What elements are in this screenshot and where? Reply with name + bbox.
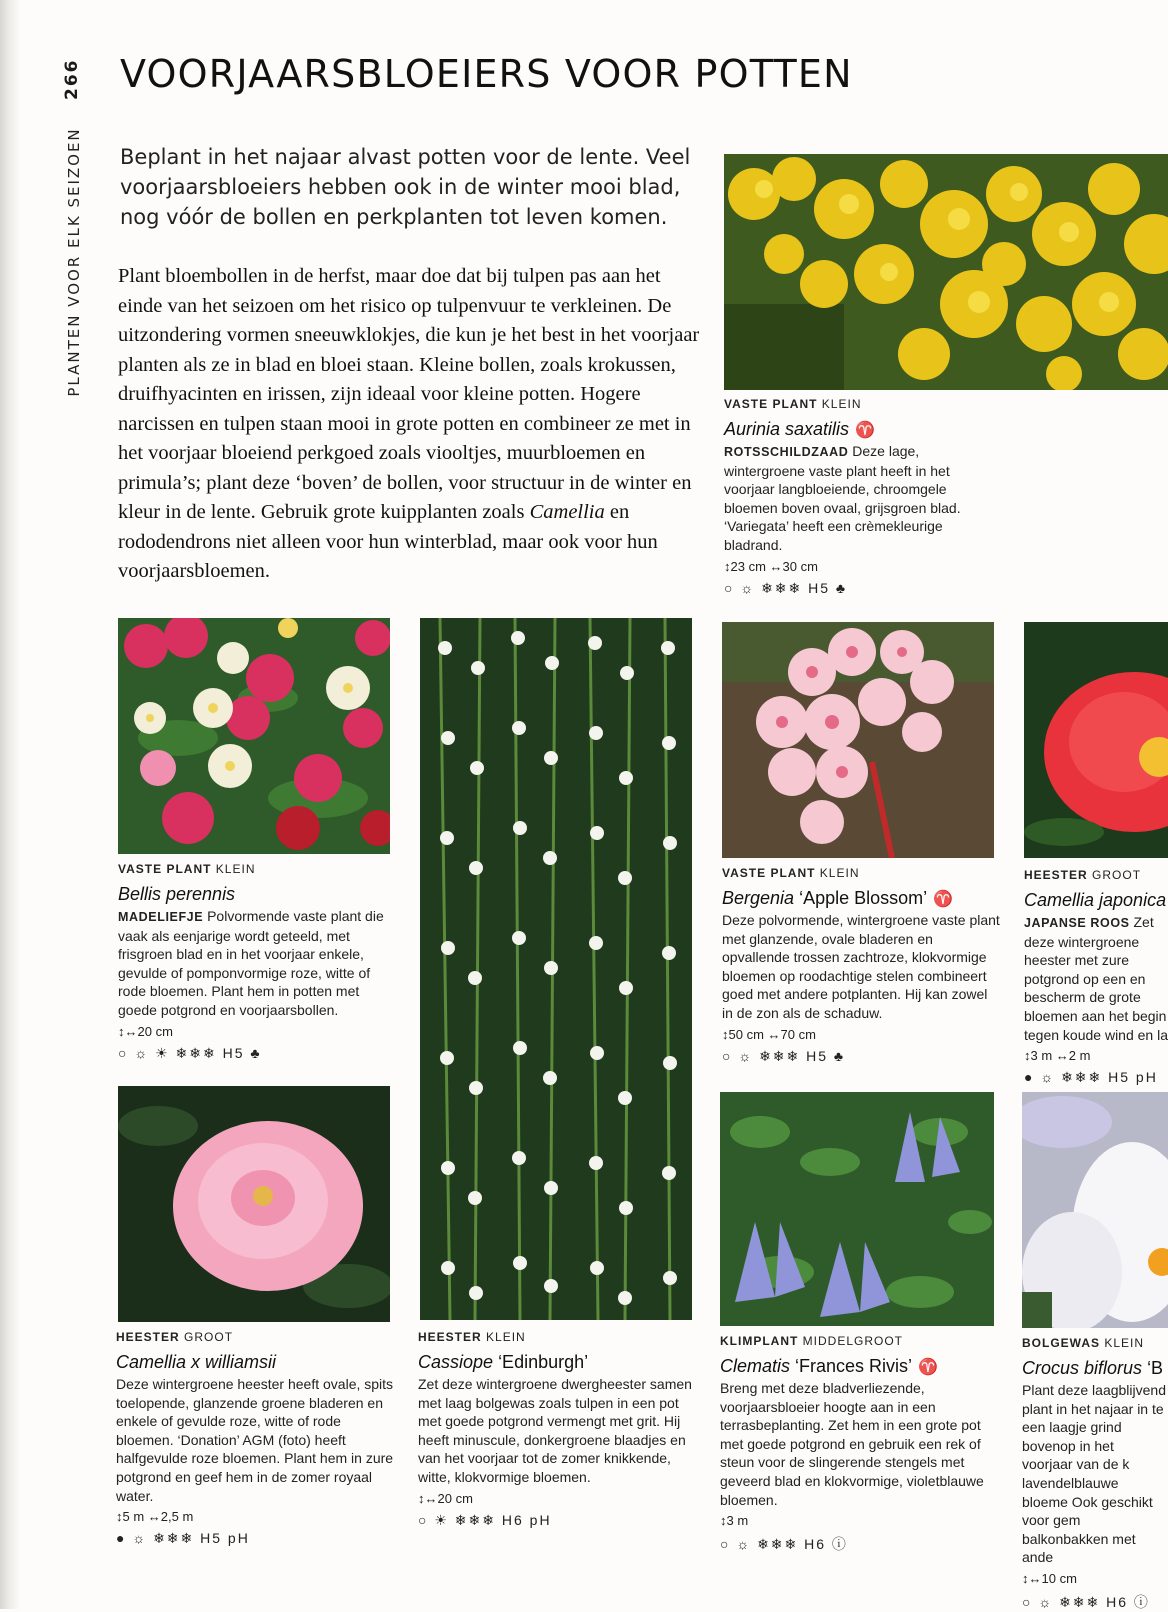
- caption-bergenia-apple-blossom: [722, 866, 1000, 1065]
- plant-type: BOLGEWAS KLEIN: [1022, 1336, 1145, 1350]
- plant-name: Aurinia saxatilis ♈: [724, 419, 875, 439]
- caption-bellis-perennis: [118, 862, 396, 1062]
- photo-aurinia-saxatilis: [724, 154, 1168, 390]
- agm-award-icon: ♈: [933, 891, 954, 908]
- plant-care-symbols: ○ ☼ ☀ ❄❄❄ H5 ♣: [118, 1044, 262, 1061]
- plant-type: HEESTER GROOT: [1024, 868, 1142, 882]
- caption-crocus-biflorus: [1022, 1336, 1168, 1612]
- caption-camellia-williamsii: [116, 1330, 394, 1547]
- body-text-part2: en rododendrons niet alleen voor hun winterblad, maar ook voor hun voorjaarsbloemen.: [118, 501, 658, 582]
- plant-description: MADELIEFJE Polvormende vaste plant die vaak als eenjarige wordt geteeld, met frisgroen blad en in het voorjaar enkele, gevulde of pomponvormige roze, witte of rode bloemen. Plant hem in potten met goede potgrond en voorjaarsbollen.: [118, 908, 384, 1018]
- plant-dimensions: ↕3 m ↔2 m: [1024, 1048, 1091, 1064]
- plant-description: Deze polvormende, wintergroene vaste plant met glanzende, ovale bladeren en opvallende trossen zachtroze, klokvormige bloemen op roodachtige stelen combineert goed met andere potplanten. Hij kan zowel in de zon als de schaduw.: [722, 912, 1000, 1021]
- caption-clematis-frances-rivis: [720, 1334, 998, 1554]
- plant-description: ROTSSCHILDZAAD Deze lage, wintergroene vaste plant heeft in het voorjaar langbloeiende, chroomgele bloemen boven ovaal, grijsgroen blad. ‘Variegata’ heeft een crèmekleurige bladrand.: [724, 443, 961, 553]
- intro-paragraph: Beplant in het najaar alvast potten voor de lente. Veel voorjaarsbloeiers hebben ook in de winter mooi blad, nog vóór de bollen en perkplanten tot leven komen.: [120, 145, 691, 229]
- body-text-italic: Camellia: [529, 501, 605, 523]
- plant-type: HEESTER GROOT: [116, 1330, 234, 1344]
- plant-description: Plant deze laagblijvend plant in het najaar in te een laagje grind bovenop in het voorjaar van de k lavendelblauwe bloeme Ook geschikt voor gem balkonbakken met ande: [1022, 1382, 1166, 1566]
- running-head: PLANTEN VOOR ELK SEIZOEN: [65, 127, 83, 397]
- plant-dimensions: ↕3 m: [720, 1513, 749, 1529]
- plant-name: Crocus biflorus ‘B: [1022, 1358, 1164, 1378]
- plant-name: Clematis ‘Frances Rivis’ ♈: [720, 1356, 938, 1376]
- plant-dimensions: ↕50 cm ↔70 cm: [722, 1026, 816, 1042]
- plant-care-symbols: ○ ☀ ❄❄❄ H6 pH: [418, 1511, 552, 1528]
- plant-name: Camellia x williamsii: [116, 1352, 277, 1372]
- plant-care-symbols: ● ☼ ❄❄❄ H5 pH: [116, 1530, 250, 1547]
- photo-bergenia-apple-blossom: [722, 622, 994, 858]
- plant-care-symbols: ○ ☼ ❄❄❄ H6 ⓘ: [1022, 1593, 1150, 1610]
- book-gutter-shadow: [0, 0, 20, 1609]
- plant-type: VASTE PLANT KLEIN: [118, 862, 256, 876]
- plant-care-symbols: ○ ☼ ❄❄❄ H5 ♣: [724, 579, 848, 596]
- plant-dimensions: ↕↔20 cm: [418, 1490, 473, 1506]
- photo-cassiope-edinburgh: [420, 618, 692, 1320]
- photo-bellis-perennis: [118, 618, 390, 854]
- plant-dimensions: ↕↔10 cm: [1022, 1570, 1077, 1586]
- body-text-part1: Plant bloembollen in de herfst, maar doe dat bij tulpen pas aan het einde van het seizoen om het risico op tulpenvuur te verkleinen. De uitzondering vormen sneeuwklokjes, die kun je het best in het voorjaar planten als ze in blad en bloei staan. Kleine bollen, zoals krokussen, druifhyacinten en irissen, zijn ideaal voor kleine potten. Hogere narcissen en tulpen staan mooi in grote potten en combineer ze met in het voorjaar bloeiend perkgoed zoals viooltjes, muurbloemen en primula’s; plant deze ‘boven’ de bollen, voor structuur in de winter en kleur in de lente. Gebruik grote kuipplanten zoals: [118, 265, 700, 523]
- plant-dimensions: ↕5 m ↔2,5 m: [116, 1509, 194, 1525]
- plant-type: HEESTER KLEIN: [418, 1330, 526, 1344]
- agm-award-icon: ♈: [855, 422, 875, 439]
- page-number: 266: [62, 58, 82, 100]
- page-title: VOORJAARSBLOEIERS VOOR POTTEN: [120, 52, 853, 96]
- plant-name: Bergenia ‘Apple Blossom’ ♈: [722, 888, 954, 908]
- plant-care-symbols: ○ ☼ ❄❄❄ H5 ♣: [722, 1047, 846, 1064]
- plant-care-symbols: ● ☼ ❄❄❄ H5 pH: [1024, 1069, 1158, 1086]
- plant-name: Bellis perennis: [118, 884, 236, 904]
- plant-type: KLIMPLANT MIDDELGROOT: [720, 1334, 904, 1348]
- plant-type: VASTE PLANT KLEIN: [724, 397, 862, 411]
- photo-camellia-japonica: [1024, 622, 1168, 858]
- plant-description: JAPANSE ROOS Zet deze wintergroene heester met zure potgrond op een en bescherm de grote bloemen aan het begin tegen koude wind en la: [1024, 914, 1168, 1043]
- photo-clematis-frances-rivis: [720, 1092, 994, 1326]
- caption-cassiope-edinburgh: [418, 1330, 696, 1529]
- plant-description: Zet deze wintergroene dwergheester samen met laag bolgewas zoals tulpen in een pot met goede potgrond vermengt met grit. Hij heeft minuscule, donkergroene blaadjes en van het voorjaar tot de zomer knikkende, witte, klokvormige bloemen.: [418, 1376, 692, 1485]
- agm-award-icon: ♈: [918, 1359, 938, 1376]
- plant-description: Deze wintergroene heester heeft ovale, spits toelopende, glanzende groene bladeren en enkele of gevulde roze, witte of rode bloemen. ‘Donation’ AGM (foto) heeft halfgevulde roze bloemen. Plant hem in zure potgrond en geef hem in de zomer royaal water.: [116, 1376, 394, 1504]
- plant-dimensions: ↕23 cm ↔30 cm: [724, 558, 818, 574]
- photo-crocus-biflorus: [1022, 1092, 1168, 1328]
- plant-care-symbols: ○ ☼ ❄❄❄ H6 ⓘ: [720, 1536, 848, 1553]
- photo-camellia-williamsii: [118, 1086, 390, 1322]
- body-paragraph: [118, 262, 706, 587]
- plant-description: Breng met deze bladverliezende, voorjaarsbloeier hoogte aan in een terrasbeplanting. Zet hem in een grote pot met goede potgrond en gebruik een rek of steun voor de slingerende stengels met geveerd blad en klokvormige, violetblauwe bloemen.: [720, 1380, 984, 1508]
- plant-type: VASTE PLANT KLEIN: [722, 866, 860, 880]
- caption-camellia-japonica: [1024, 868, 1168, 1086]
- plant-name: Camellia japonica: [1024, 890, 1167, 910]
- caption-aurinia-saxatilis: [724, 397, 1004, 597]
- plant-dimensions: ↕↔20 cm: [118, 1023, 173, 1039]
- plant-name: Cassiope ‘Edinburgh’: [418, 1352, 589, 1372]
